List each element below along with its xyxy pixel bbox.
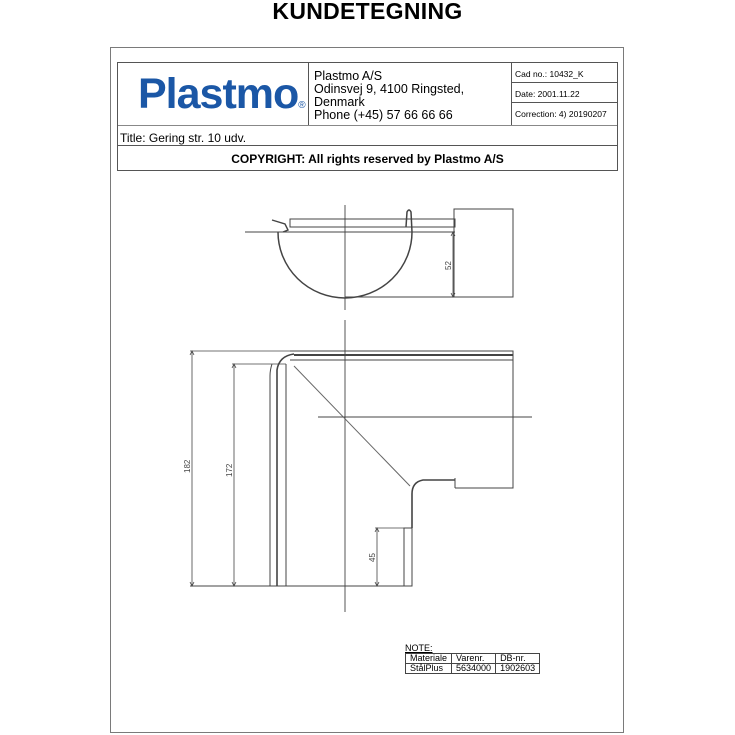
col-db-nr: DB-nr. bbox=[496, 654, 540, 664]
table-header-row bbox=[406, 654, 540, 664]
drawing-date: Date: 2001.11.22 bbox=[512, 83, 617, 103]
registered-mark: ® bbox=[298, 100, 305, 111]
front-view bbox=[190, 320, 532, 612]
copyright-notice: COPYRIGHT: All rights reserved by Plastmo A/S bbox=[231, 152, 504, 166]
company-name: Plastmo A/S bbox=[314, 69, 383, 83]
top-view bbox=[245, 205, 513, 310]
note-label: NOTE: bbox=[405, 643, 433, 653]
table-row bbox=[406, 664, 540, 674]
note-block bbox=[405, 643, 540, 674]
document-heading: KUNDETEGNING bbox=[272, 0, 463, 24]
company-address: Odinsvej 9, 4100 Ringsted, Denmark bbox=[314, 82, 465, 109]
dim-45: 45 bbox=[368, 553, 377, 562]
correction: Correction: 4) 20190207 bbox=[515, 109, 607, 119]
cad-number: Cad no.: 10432_K bbox=[512, 63, 617, 83]
logo-text: Plastmo bbox=[138, 70, 299, 118]
dim-182: 182 bbox=[183, 459, 192, 473]
dim-52: 52 bbox=[444, 261, 453, 270]
company-phone: Phone (+45) 57 66 66 66 bbox=[314, 108, 453, 122]
dim-172: 172 bbox=[225, 463, 234, 477]
cell-db-nr: 1902603 bbox=[496, 664, 540, 674]
cell-varenr: 5634000 bbox=[452, 664, 496, 674]
col-materiale: Materiale bbox=[406, 654, 452, 664]
col-varenr: Varenr. bbox=[452, 654, 496, 664]
drawing-title: Title: Gering str. 10 udv. bbox=[118, 125, 617, 146]
note-table bbox=[405, 653, 540, 674]
cell-materiale: StålPlus bbox=[406, 664, 452, 674]
